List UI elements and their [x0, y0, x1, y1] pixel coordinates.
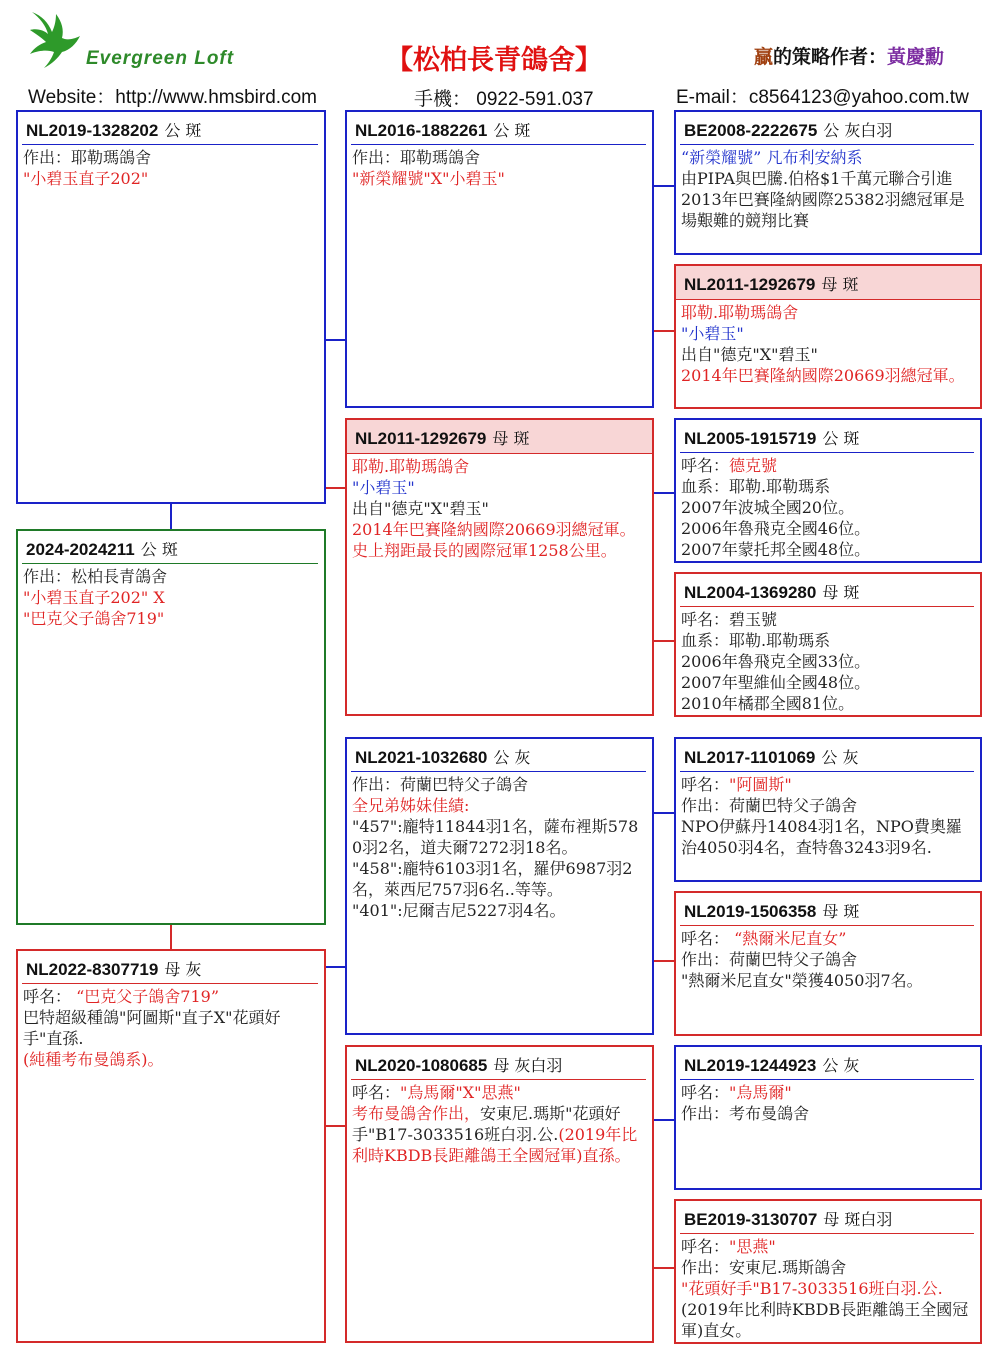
sex-color: 公 斑 [164, 121, 202, 140]
page-title: 【松柏長青鴿舍】 [386, 45, 602, 75]
info-line: "花頭好手"B17-3033516班白羽.公. [681, 1279, 943, 1298]
info-line: 呼名："烏馬爾"X"思燕" [352, 1083, 521, 1102]
pedigree-card-subject [16, 529, 326, 925]
info-line: "457":龐特11844羽1名，薩布裡斯5780羽2名，道夫爾7272羽18名。 [352, 817, 639, 857]
email-link[interactable]: E-mail：c8564123@yahoo.com.tw [676, 87, 969, 108]
connector [652, 640, 676, 642]
info-line: 巴特超級種鴿"阿圖斯"直子X"花頭好手"直孫. [23, 1008, 281, 1048]
info-line: “新榮耀號” 凡布利安納系 [681, 148, 863, 167]
sex-color: 公 斑 [493, 121, 531, 140]
sex-color: 公 灰 [493, 748, 531, 767]
info-line: 呼名： “熱爾米尼直女” [681, 929, 847, 948]
info-line: 考布曼鴿舍作出，安東尼.瑪斯"花頭好手"B17-3033516班白羽.公.(2019年比利時KBDB長距離鴿王全國冠軍)直孫。 [352, 1104, 638, 1165]
connector [170, 503, 172, 530]
info-line: 呼名："思燕" [681, 1237, 776, 1256]
connector [324, 1125, 346, 1127]
sex-color: 母 斑 [822, 583, 860, 602]
info-line: "新榮耀號"X"小碧玉" [352, 169, 505, 188]
sex-color: 母 斑白羽 [823, 1210, 893, 1229]
info-line: 血系：耶勒.耶勒瑪系 [681, 477, 831, 496]
connector [652, 1267, 676, 1269]
ring-number: NL2021-1032680 [355, 748, 488, 767]
sex-color: 母 灰 [164, 960, 202, 979]
sex-color: 母 斑 [492, 429, 530, 448]
info-line: "401":尼爾吉尼5227羽4名。 [352, 901, 566, 920]
info-line: 耶勒.耶勒瑪鴿舍 [681, 303, 799, 322]
pedigree-card-sire-dam [345, 418, 654, 716]
sex-color: 公 灰 [822, 1056, 860, 1075]
info-line: 耶勒.耶勒瑪鴿舍 [352, 457, 470, 476]
logo [26, 8, 82, 70]
strategy-text: 的策略作者： [773, 47, 888, 68]
connector [652, 330, 676, 332]
info-line: 2007年蒙托邦全國48位。 [681, 540, 871, 559]
info-line: 呼名："烏馬爾" [681, 1083, 792, 1102]
connector [652, 1119, 676, 1121]
ring-number: NL2019-1506358 [684, 902, 817, 921]
info-line: 史上翔距最長的國際冠軍1258公里。 [352, 541, 617, 560]
pedigree-card-ggp-3 [674, 418, 982, 563]
info-line: NPO伊蘇丹14084羽1名，NPO費奧羅治4050羽4名，查特魯3243羽9名. [681, 817, 962, 857]
info-line: 2006年魯飛克全國33位。 [681, 652, 871, 671]
info-line: "小碧玉" [352, 478, 415, 497]
info-line: 全兄弟姊妹佳績: [352, 796, 470, 815]
pedigree-card-sire [16, 110, 326, 504]
info-line: 作出：耶勒瑪鴿舍 [352, 148, 481, 167]
connector [652, 812, 676, 814]
info-line: 血系：耶勒.耶勒瑪系 [681, 631, 831, 650]
connector [652, 492, 676, 494]
pedigree-card-ggp-5 [674, 737, 982, 882]
connector [324, 966, 346, 968]
info-line: 作出：荷蘭巴特父子鴿舍 [352, 775, 529, 794]
pedigree-card-dam-dam [345, 1045, 654, 1343]
info-line: 呼名： “巴克父子鴿舍719” [23, 987, 220, 1006]
info-line: 作出：耶勒瑪鴿舍 [23, 148, 152, 167]
info-line: 出自"德克"X"碧玉" [681, 345, 818, 364]
strategy-prefix: 贏 [754, 47, 774, 68]
loft-name-en: Evergreen Loft [86, 48, 235, 69]
info-line: 2007年波城全國20位。 [681, 498, 855, 517]
ring-number: BE2008-2222675 [684, 121, 818, 140]
info-line: 2006年魯飛克全國46位。 [681, 519, 871, 538]
info-line: 作出：荷蘭巴特父子鴿舍 [681, 796, 858, 815]
ring-number: NL2019-1328202 [26, 121, 159, 140]
connector [324, 487, 346, 489]
sex-color: 公 斑 [140, 540, 178, 559]
info-line: 呼名："阿圖斯" [681, 775, 792, 794]
info-line: 出自"德克"X"碧玉" [352, 499, 489, 518]
ring-number: NL2011-1292679 [355, 429, 487, 448]
pedigree-card-dam-sire [345, 737, 654, 1035]
sex-color: 母 斑 [821, 275, 859, 294]
sex-color: 公 斑 [822, 429, 860, 448]
info-line: (純種考布曼鴿系)。 [23, 1050, 164, 1069]
ring-number: NL2020-1080685 [355, 1056, 488, 1075]
phone-number: 手機： 0922-591.037 [414, 89, 594, 110]
info-line: 2007年聖維仙全國48位。 [681, 673, 871, 692]
pedigree-card-ggp-2 [674, 264, 982, 409]
sex-color: 母 斑 [822, 902, 860, 921]
sex-color: 公 灰白羽 [823, 121, 893, 140]
pedigree-card-ggp-6 [674, 891, 982, 1036]
info-line: (2019年比利時KBDB長距離鴿王全國冠軍)直女。 [681, 1300, 969, 1340]
info-line: 作出：安東尼.瑪斯鴿舍 [681, 1258, 847, 1277]
ring-number: BE2019-3130707 [684, 1210, 818, 1229]
info-line: 呼名：碧玉號 [681, 610, 778, 629]
info-line: "小碧玉" [681, 324, 744, 343]
info-line: "小碧玉直子202" [23, 169, 149, 188]
ring-number: NL2016-1882261 [355, 121, 488, 140]
dove-logo-icon [26, 8, 82, 70]
info-line: 呼名：德克號 [681, 456, 778, 475]
info-line: 2014年巴賽隆納國際20669羽總冠軍。 [352, 520, 636, 539]
ring-number: NL2004-1369280 [684, 583, 817, 602]
info-line: 作出：考布曼鴿舍 [681, 1104, 810, 1123]
author-name: 黃慶勳 [887, 46, 945, 68]
sex-color: 母 灰白羽 [493, 1056, 563, 1075]
info-line: 作出：荷蘭巴特父子鴿舍 [681, 950, 858, 969]
info-line: 2010年橘郡全國81位。 [681, 694, 855, 713]
ring-number: NL2019-1244923 [684, 1056, 817, 1075]
pedigree-card-sire-sire [345, 110, 654, 408]
connector [170, 923, 172, 950]
pedigree-card-ggp-7 [674, 1045, 982, 1190]
ring-number: NL2022-8307719 [26, 960, 159, 979]
pedigree-card-dam [16, 949, 326, 1343]
ring-number: NL2005-1915719 [684, 429, 817, 448]
sex-color: 公 灰 [821, 748, 859, 767]
website-link[interactable]: Website：http://www.hmsbird.com [28, 87, 317, 108]
connector [652, 960, 676, 962]
info-line: "458":龐特6103羽1名，羅伊6987羽2名，萊西尼757羽6名..等等。 [352, 859, 633, 899]
info-line: "熱爾米尼直女"榮獲4050羽7名。 [681, 971, 923, 990]
info-line: 作出：松柏長青鴿舍 [23, 567, 168, 586]
strategy-credit [754, 42, 944, 69]
info-line: 2013年巴賽隆納國際25382羽總冠軍是場艱難的競翔比賽 [681, 190, 965, 230]
info-line: "小碧玉直子202" X [23, 588, 165, 607]
pedigree-card-ggp-1 [674, 110, 982, 255]
info-line: 2014年巴賽隆納國際20669羽總冠軍。 [681, 366, 965, 385]
ring-number: NL2011-1292679 [684, 275, 816, 294]
info-line: 由PIPA與巴騰.伯格$1千萬元聯合引進 [681, 169, 953, 188]
ring-number: NL2017-1101069 [684, 748, 816, 767]
pedigree-card-ggp-4 [674, 572, 982, 717]
info-line: "巴克父子鴿舍719" [23, 609, 165, 628]
pedigree-card-ggp-8 [674, 1199, 982, 1344]
ring-number: 2024-2024211 [26, 540, 135, 559]
connector [652, 185, 676, 187]
connector [324, 339, 346, 341]
